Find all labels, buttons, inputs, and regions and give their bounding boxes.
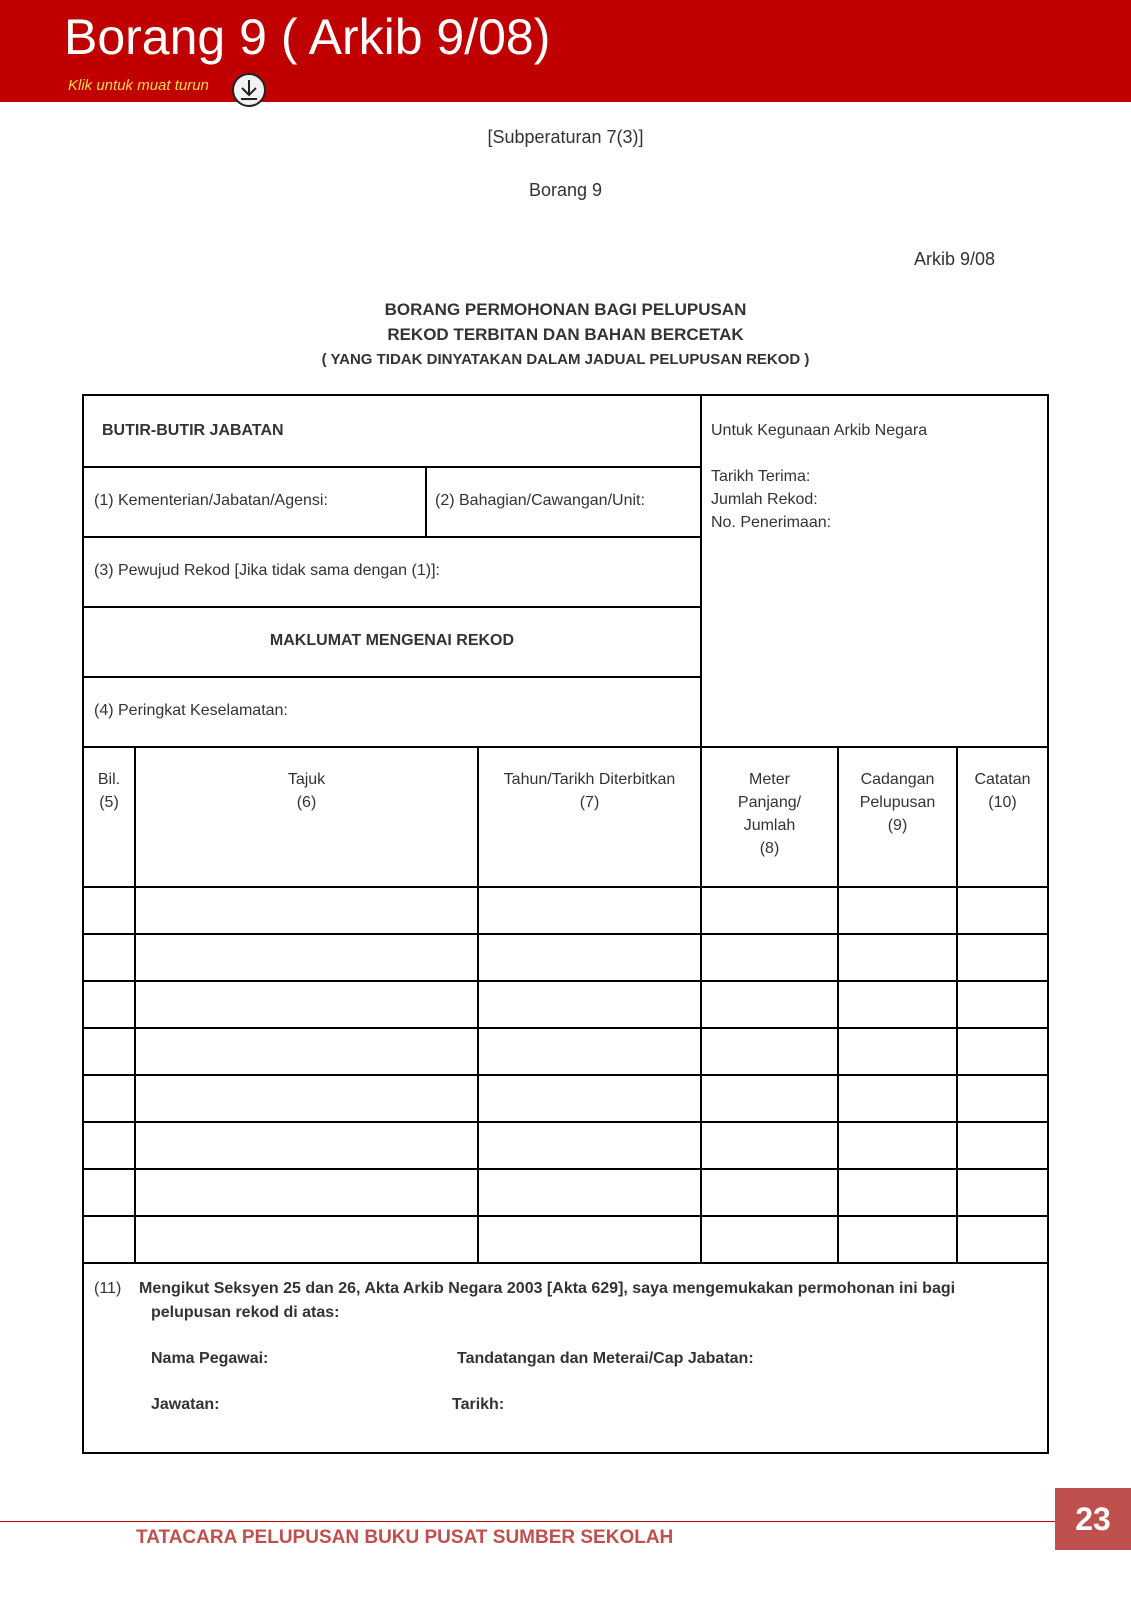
nama-pegawai-field[interactable]: Nama Pegawai: bbox=[151, 1350, 269, 1367]
header-banner bbox=[0, 0, 1131, 102]
declaration-text bbox=[94, 1280, 955, 1298]
divider bbox=[84, 466, 700, 468]
kementerian-field[interactable]: (1) Kementerian/Jabatan/Agensi: bbox=[94, 492, 328, 509]
download-link[interactable]: Klik untuk muat turun bbox=[68, 77, 209, 94]
divider bbox=[134, 746, 136, 1262]
page-number: 23 bbox=[1055, 1488, 1131, 1550]
form-table bbox=[82, 394, 1049, 1454]
column-header-cadangan: Cadangan Pelupusan (9) bbox=[859, 771, 936, 834]
jawatan-field[interactable]: Jawatan: bbox=[151, 1396, 220, 1413]
no-penerimaan-field[interactable]: No. Penerimaan: bbox=[711, 514, 832, 531]
declaration-number: (11) bbox=[94, 1280, 122, 1297]
divider bbox=[84, 1121, 1047, 1123]
column-header-tahun: Tahun/Tarikh Diterbitkan (7) bbox=[503, 771, 676, 811]
divider bbox=[84, 1168, 1047, 1170]
column-header-meter: Meter Panjang/ Jumlah (8) bbox=[737, 771, 802, 857]
arkib-reference: Arkib 9/08 bbox=[913, 249, 995, 269]
column-header-catatan: Catatan (10) bbox=[974, 771, 1031, 811]
subperaturan-ref: [Subperaturan 7(3)] bbox=[487, 127, 644, 147]
peringkat-field[interactable]: (4) Peringkat Keselamatan: bbox=[94, 702, 288, 719]
divider bbox=[84, 1027, 1047, 1029]
footer-title: TATACARA PELUPUSAN BUKU PUSAT SUMBER SEKOLAH bbox=[136, 1527, 674, 1548]
footer-divider bbox=[0, 1521, 1055, 1522]
divider bbox=[84, 886, 1047, 888]
arkib-use-title: Untuk Kegunaan Arkib Negara bbox=[711, 422, 928, 439]
form-title-line2: REKOD TERBITAN DAN BAHAN BERCETAK bbox=[387, 325, 744, 344]
divider bbox=[84, 536, 700, 538]
pewujud-field[interactable]: (3) Pewujud Rekod [Jika tidak sama dengan (1)]: bbox=[94, 562, 440, 579]
section-maklumat-rekod: MAKLUMAT MENGENAI REKOD bbox=[269, 632, 515, 649]
divider bbox=[477, 746, 479, 1262]
divider bbox=[84, 1074, 1047, 1076]
declaration-line1: Mengikut Seksyen 25 dan 26, Akta Arkib Negara 2003 [Akta 629], saya mengemukakan permohonan ini bagi bbox=[139, 1280, 956, 1297]
divider bbox=[425, 466, 427, 536]
divider bbox=[84, 980, 1047, 982]
divider bbox=[84, 606, 700, 608]
section-butir-jabatan: BUTIR-BUTIR JABATAN bbox=[102, 422, 284, 439]
divider bbox=[84, 1215, 1047, 1217]
form-title-line1: BORANG PERMOHONAN BAGI PELUPUSAN bbox=[384, 300, 747, 319]
divider bbox=[84, 933, 1047, 935]
divider bbox=[84, 1262, 1047, 1264]
tarikh-terima-field[interactable]: Tarikh Terima: bbox=[711, 468, 811, 485]
tarikh-field[interactable]: Tarikh: bbox=[452, 1396, 505, 1413]
borang-label: Borang 9 bbox=[528, 180, 603, 200]
column-header-bil: Bil. (5) bbox=[97, 771, 121, 811]
jumlah-rekod-field[interactable]: Jumlah Rekod: bbox=[711, 491, 818, 508]
column-header-tajuk: Tajuk (6) bbox=[287, 771, 326, 811]
banner-title: Borang 9 ( Arkib 9/08) bbox=[64, 9, 551, 65]
form-title-line3: ( YANG TIDAK DINYATAKAN DALAM JADUAL PELUPUSAN REKOD ) bbox=[321, 351, 810, 368]
declaration-line2: pelupusan rekod di atas: bbox=[151, 1304, 340, 1321]
divider bbox=[84, 746, 1047, 748]
tandatangan-field[interactable]: Tandatangan dan Meterai/Cap Jabatan: bbox=[457, 1350, 754, 1367]
divider bbox=[84, 676, 700, 678]
download-arrow-icon[interactable] bbox=[231, 72, 267, 108]
bahagian-field[interactable]: (2) Bahagian/Cawangan/Unit: bbox=[435, 492, 645, 509]
divider bbox=[956, 746, 958, 1262]
